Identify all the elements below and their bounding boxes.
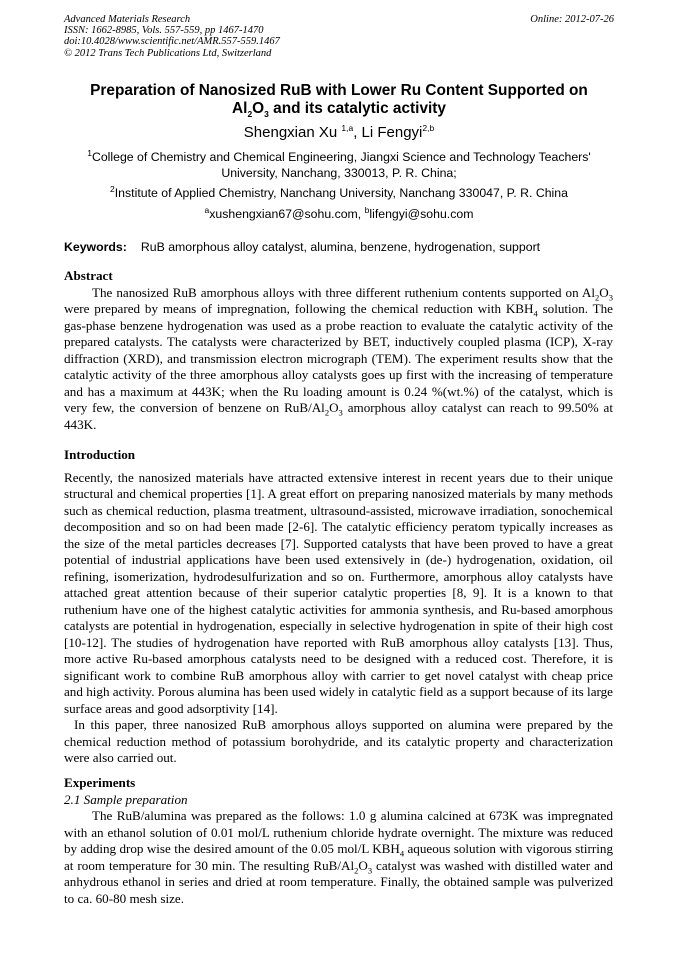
introduction-paragraph-2: In this paper, three nanosized RuB amorphous alloys supported on alumina were prepared by the chemical reduction method of potassium borohydride, and its catalytic property and characterization were also carried out. [64, 717, 613, 765]
abstract-text: The nanosized RuB amorphous alloys with three different ruthenium contents supported on $Al_2O_3$ were prepared by means of impregnation, following the chemical reduction with $KBH_4$ solution. The gas-phase benzene hydrogenation was used as a probe reaction to evaluate the catalytic activity of the prepared catalysts. The catalysts were characterized by BET, inductively coupled plasma (ICP), X-ray diffraction (XRD), and transmission electron micrograph (TEM). The experiment results show that the catalytic activity of the three amorphous alloy catalysts goes up first with the increasing of temperature and has a maximum at 443K; when the Ru loading amount is 0.24 %(wt.%) of the catalyst, which is very few, the conversion of benzene on RuB/$Al_2O_3$ amorphous alloy catalyst can reach to 99.50% at 443K. [64, 284, 614, 432]
author-2: , Li Fengyi [353, 124, 423, 141]
author-emails: $^a$xushengxian67@sohu.com, $^b$lifengyi@sohu.com [204, 204, 474, 221]
keywords-text: RuB amorphous alloy catalyst, alumina, benzene, hydrogenation, support [140, 240, 541, 254]
abstract-section [64, 268, 613, 433]
journal-header [64, 14, 280, 59]
copyright-line: © 2012 Trans Tech Publications Ltd, Switzerland [64, 47, 272, 59]
affiliation-2: $^2$Institute of Applied Chemistry, Nanchang University, Nanchang 330047, P. R. China [110, 183, 568, 200]
sample-preparation-heading: 2.1 Sample preparation [64, 791, 188, 807]
email-2[interactable]: lifengyi@sohu.com [369, 207, 474, 221]
paper-title [64, 82, 614, 118]
issn-line: ISSN: 1662-8985, Vols. 557-559, pp 1467-1470 [64, 25, 264, 37]
title-line-2: $Al_2O_3$ and its catalytic activity [232, 100, 446, 120]
sample-preparation-text: The RuB/alumina was prepared as the follows: 1.0 g alumina calcined at 673K was impregnated with an ethanol solution of 0.01 mol/L ruthenium chloride hydrate overnight. The mixture was reduced by adding drop wise the desired amount of the 0.05 mol/L $KBH_4$ aqueous solution with vigorous stirring at room temperature for 30 min. The resulting RuB/$Al_2O_3$ catalyst was washed with distilled water and anhydrous ethanol in series and dried at room temperature. Finally, the obtained sample was pulverized to ca. 60-80 mesh size. [64, 808, 613, 906]
keywords-label: Keywords: [64, 240, 127, 254]
author-list: Shengxian Xu $^{1,a}$, Li Fengyi$^{2,b}$ [243, 123, 435, 141]
introduction-paragraph-1: Recently, the nanosized materials have attracted extensive interest in recent years due to their unique structural and chemical properties [1]. A great effort on preparing nanosized materials by many methods such as chemical reduction, plasma treatment, ultrasound-assisted, microwave irradiation, sonochemical decomposition and so on had been made [2-6]. The catalytic efficiency peratom typically increases as the size of the metal particles decreases [7]. Supported catalysts that have been proved to have a great potential of industrial applications have been used extensively in (de-) hydrogenation, oxidation, oil refining, isomerization, hydrodesulfurization and so on. Furthermore, amorphous alloy catalysts have attached great attention because of their superior catalytic properties [8, 9]. It is a known to that ruthenium have one of the highest catalytic activities for ammonia synthesis, and Ru-based amorphous catalysts are potential in hydrogenation, especially in selective hydrogenation in spite of their high cost [10-12]. The studies of hydrogenation have reported with RuB amorphous alloy catalysts [13]. Thus, more active Ru-based amorphous catalysts need to be designed with a reduced cost. Therefore, it is significant work to combine RuB amorphous alloy with carrier to get novel catalyst with cheap price and high activity. Porous alumina has been used widely in catalytic field as a support because of its large surface areas and good adsorptivity [14]. [64, 469, 613, 716]
abstract-heading: Abstract [64, 268, 113, 283]
doi-line: doi:10.4028/www.scientific.net/AMR.557-559.1467 [64, 36, 280, 48]
introduction-section [64, 447, 613, 767]
journal-name: Advanced Materials Research [64, 14, 191, 25]
title-line-1: Preparation of Nanosized RuB with Lower Ru Content Supported on [90, 82, 588, 99]
author-1: Shengxian Xu [243, 124, 342, 141]
experiments-section [64, 775, 613, 907]
email-1[interactable]: xushengxian67@sohu.com, [209, 207, 365, 221]
affiliation-1: $^1$College of Chemistry and Chemical Engineering, Jiangxi Science and Technology Teachers' University, Nanchang, 330013, P. R. China; [87, 147, 591, 180]
introduction-heading: Introduction [64, 447, 136, 462]
online-date: Online: 2012-07-26 [530, 14, 614, 25]
keywords [64, 240, 624, 254]
experiments-heading: Experiments [64, 775, 136, 790]
